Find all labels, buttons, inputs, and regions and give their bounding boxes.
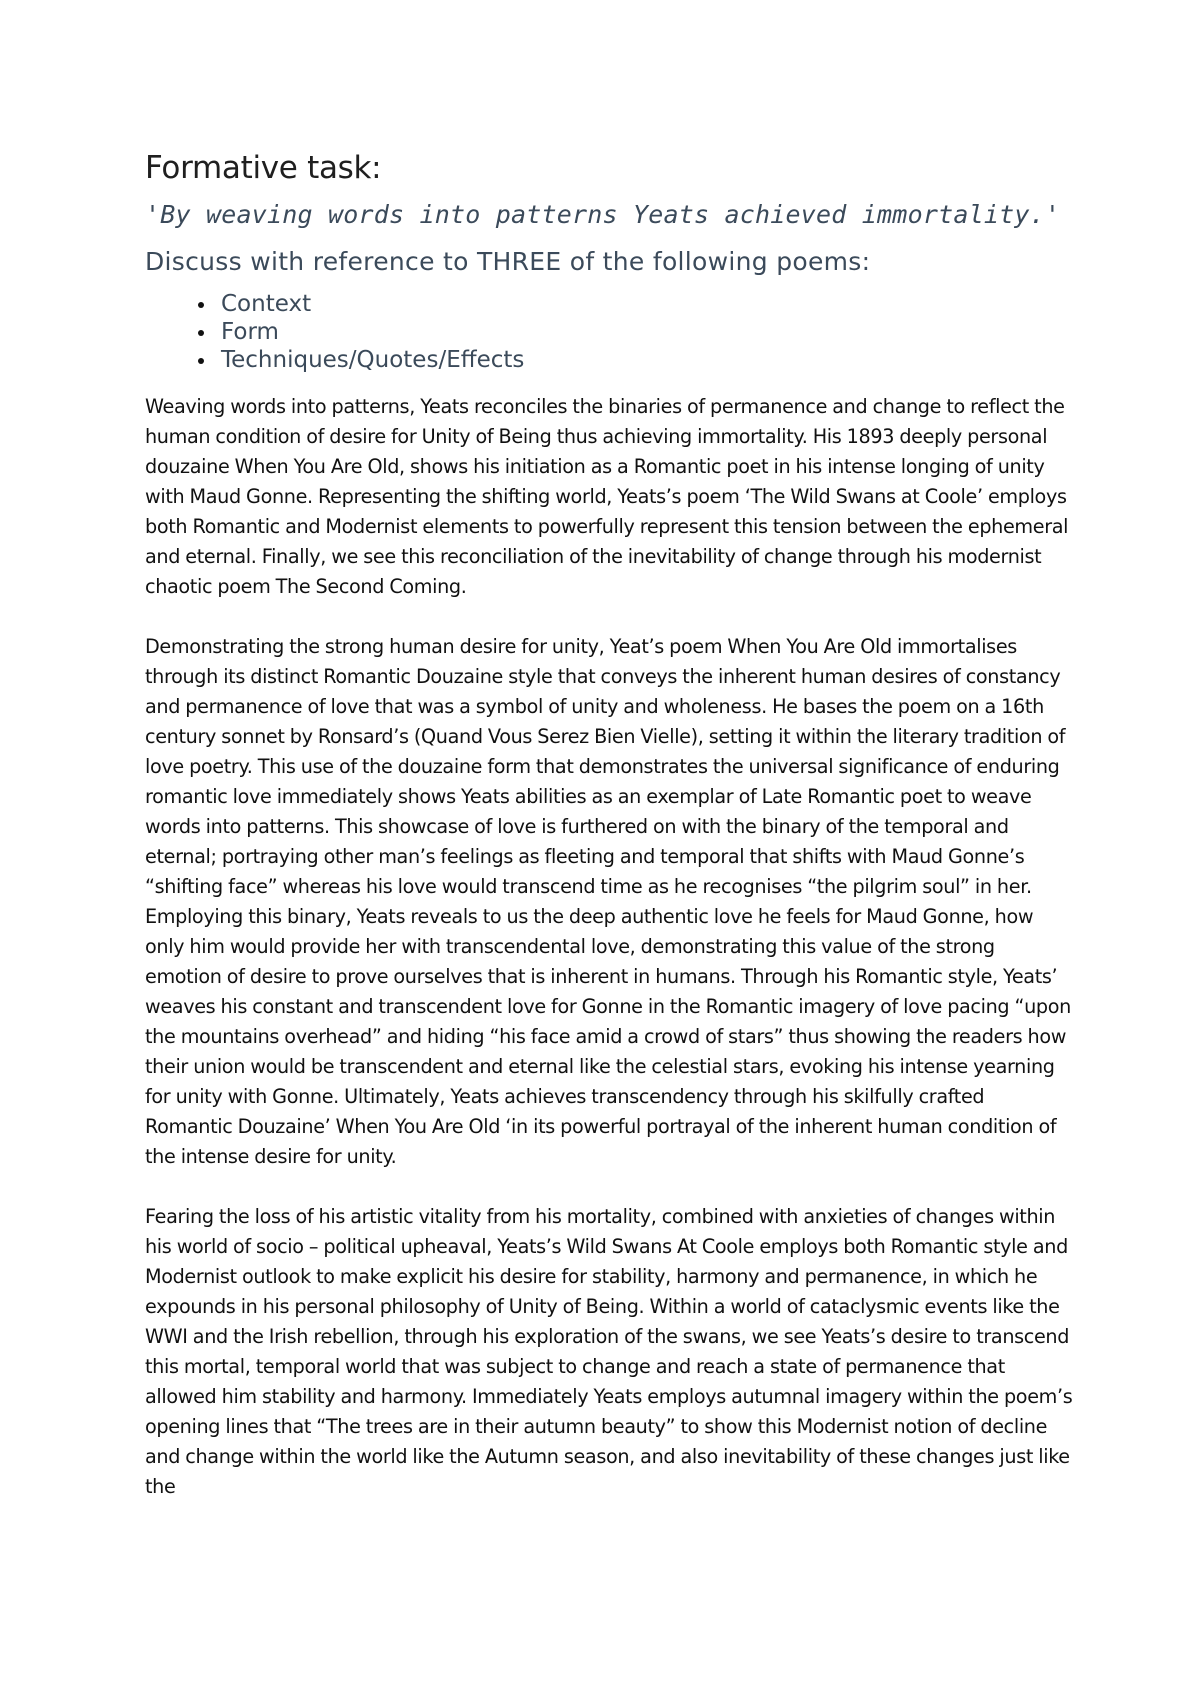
body-paragraph-wild-swans: Fearing the loss of his artistic vitality from his mortality, combined with anxieties of changes within his world of socio – political upheaval, Yeats’s Wild Swans At Coole employs both Romantic style and Modernist outlook to make explicit his desire for stability, harmony and permanence, in which he expounds in his personal philosophy of Unity of Being. Within a world of cataclysmic events like the WWI and the Irish rebellion, through his exploration of the swans, we see Yeats’s desire to transcend this mortal, temporal world that was subject to change and reach a state of permanence that allowed him stability and harmony. Immediately Yeats employs autumnal imagery within the poem’s opening lines that “The trees are in their autumn beauty” to show this Modernist notion of decline and change within the world like the Autumn season, and also inevitability of these changes just like the: [145, 1205, 1073, 1498]
criteria-list: [145, 290, 1075, 374]
criteria-item-form: • Form: [217, 318, 1075, 346]
document-title: Formative task:: [145, 150, 382, 186]
essay-instruction: Discuss with reference to THREE of the following poems:: [145, 247, 871, 276]
document-page: [145, 150, 1075, 1532]
essay-question-quote: 'By weaving words into patterns Yeats achieved immortality.': [145, 200, 1061, 229]
introduction-paragraph: Weaving words into patterns, Yeats reconciles the binaries of permanence and change to reflect the human condition of desire for Unity of Being thus achieving immortality. His 1893 deeply personal douzaine When You Are Old, shows his initiation as a Romantic poet in his intense longing of unity with Maud Gonne. Representing the shifting world, Yeats’s poem ‘The Wild Swans at Coole’ employs both Romantic and Modernist elements to powerfully represent this tension between the ephemeral and eternal. Finally, we see this reconciliation of the inevitability of change through his modernist chaotic poem The Second Coming.: [145, 395, 1069, 598]
criteria-item-context: • Context: [217, 290, 1075, 318]
body-paragraph-when-you-are-old: Demonstrating the strong human desire for unity, Yeat’s poem When You Are Old immortalises through its distinct Romantic Douzaine style that conveys the inherent human desires of constancy and permanence of love that was a symbol of unity and wholeness. He bases the poem on a 16th century sonnet by Ronsard’s (Quand Vous Serez Bien Vielle), setting it within the literary tradition of love poetry. This use of the douzaine form that demonstrates the universal significance of enduring romantic love immediately shows Yeats abilities as an exemplar of Late Romantic poet to weave words into patterns. This showcase of love is furthered on with the binary of the temporal and eternal; portraying other man’s feelings as fleeting and temporal that shifts with Maud Gonne’s “shifting face” whereas his love would transcend time as he recognises “the pilgrim soul” in her. Employing this binary, Yeats reveals to us the deep authentic love he feels for Maud Gonne, how only him would provide her with transcendental love, demonstrating this value of the strong emotion of desire to prove ourselves that is inherent in humans. Through his Romantic style, Yeats’ weaves his constant and transcendent love for Gonne in the Romantic imagery of love pacing “upon the mountains overhead” and hiding “his face amid a crowd of stars” thus showing the readers how their union would be transcendent and eternal like the celestial stars, evoking his intense yearning for unity with Gonne. Ultimately, Yeats achieves transcendency through his skilfully crafted Romantic Douzaine’ When You Are Old ‘in its powerful portrayal of the inherent human condition of the intense desire for unity.: [145, 635, 1071, 1168]
criteria-item-techniques: • Techniques/Quotes/Effects: [217, 346, 1075, 374]
